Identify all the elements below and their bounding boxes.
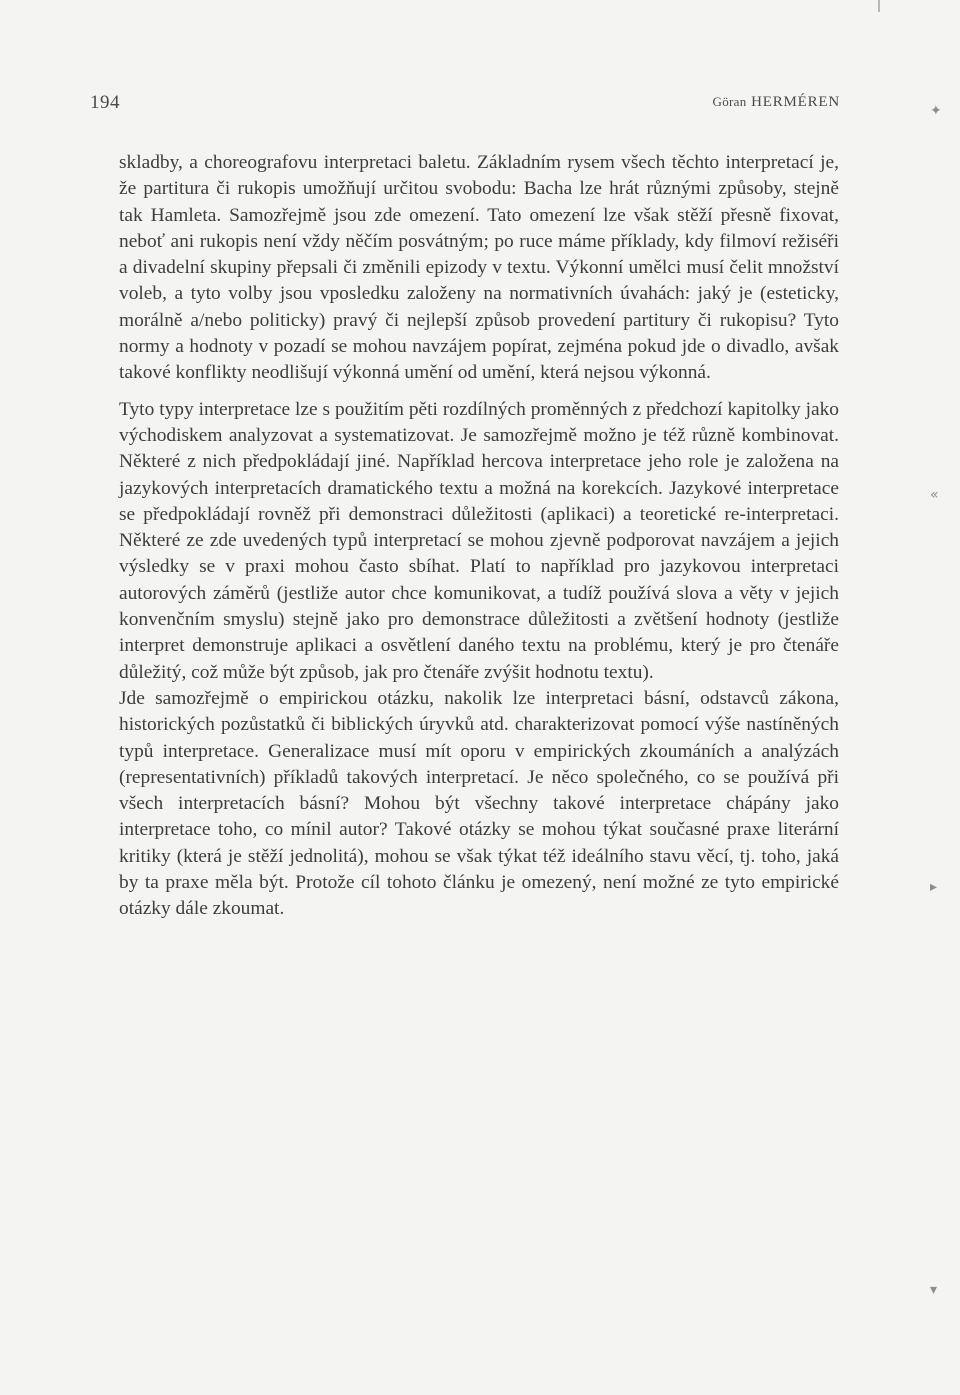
margin-mark-icon: ▸ bbox=[930, 879, 938, 895]
page-number: 194 bbox=[90, 92, 120, 113]
page-header bbox=[90, 92, 840, 118]
author-first-name: Göran bbox=[712, 94, 747, 109]
paragraph-3: Jde samozřejmě o empirickou otázku, nakolik lze interpretaci básní, odstavců zákona, historických pozůstatků či biblických úryvků atd. charakterizovat pomocí výše nastíněných typů interpretace. Generalizace musí mít oporu v empirických zkoumáních a analýzách (representativních) příkladů takových interpretací. Je něco společného, co se používá při všech interpretacích básní? Mohou být všechny takové interpretace chápány jako interpretace toho, co mínil autor? Takové otázky se mohou týkat současné praxe literární kritiky (která je stěží jednolitá), mohou se však týkat též ideálního stavu věcí, tj. toho, jaká by ta praxe měla být. Protože cíl tohoto článku je omezený, není možné ze tyto empirické otázky dále zkoumat. bbox=[119, 687, 839, 920]
margin-mark-icon: ✦ bbox=[930, 103, 942, 119]
page-edge-line bbox=[878, 0, 880, 12]
margin-mark-icon: « bbox=[930, 487, 939, 503]
author-last-name: HERMÉREN bbox=[751, 94, 840, 110]
paragraph-2: Tyto typy interpretace lze s použitím pěti rozdílných proměnných z předchozí kapitolky jako východiskem analyzovat a systematizovat. Je samozřejmě možno je též různě kombinovat. Některé z nich předpokládají jiné. Například hercova interpretace jeho role je založena na jazykových interpretacích dramatického textu a možná na korekcích. Jazykové interpretace se předpokládají rovněž při demonstraci důležitosti (aplikaci) a teoretické re-interpretaci. Některé ze zde uvedených typů interpretací se mohou zjevně podporovat navzájem a jejich výsledky se v praxi mohou často sbíhat. Platí to například pro jazykovou interpretaci autorových záměrů (jestliže autor chce komunikovat, a tudíž používá slova a věty v jejich konvenčním smyslu) stejně jako pro demonstrace důležitosti a zvětšení hodnoty (jestliže interpret demonstruje aplikaci a osvětlení daného textu na problému, který je pro čtenáře důležitý, což může být způsob, jak pro čtenáře zvýšit hodnotu textu). bbox=[119, 398, 839, 683]
body-text bbox=[119, 150, 839, 923]
margin-mark-icon: ▾ bbox=[930, 1282, 938, 1298]
paragraph-1: skladby, a choreografovu interpretaci baletu. Základním rysem všech těchto interpretací je, že partitura či rukopis umožňují určitou svobodu: Bacha lze hrát různými způsoby, stejně tak Hamleta. Samozřejmě jsou zde omezení. Tato omezení lze však stěží přesně fixovat, neboť ani rukopis není vždy něčím posvátným; po ruce máme příklady, kdy filmoví režiséři a divadelní skupiny přepsali či změnili epizody v textu. Výkonní umělci musí čelit množství voleb, a tyto volby jsou vposledku založeny na normativních úvahách: jaký je (esteticky, morálně a/nebo politicky) pravý či nejlepší způsob provedení partitury či rukopisu? Tyto normy a hodnoty v pozadí se mohou navzájem popírat, zejména pokud jde o divadlo, avšak takové konflikty neodlišují výkonná umění od umění, která nejsou výkonná. bbox=[119, 152, 839, 384]
running-head bbox=[713, 94, 840, 111]
